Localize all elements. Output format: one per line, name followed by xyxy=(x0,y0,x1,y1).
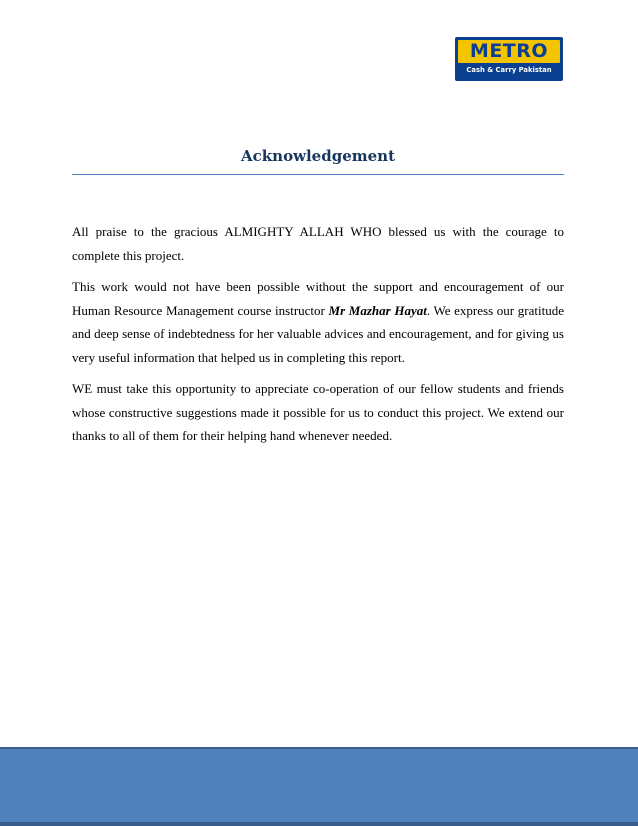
title-divider xyxy=(72,174,564,175)
paragraph-thanks xyxy=(72,377,564,448)
metro-logo-wordmark xyxy=(458,40,560,63)
metro-logo xyxy=(455,37,563,81)
paragraph-praise-text: All praise to the gracious ALMIGHTY ALLAH WHO blessed us with the courage to complete this project. xyxy=(72,224,564,263)
footer-band xyxy=(0,747,638,824)
paragraph-praise xyxy=(72,220,564,267)
metro-logo-tagline: Cash & Carry Pakistan xyxy=(466,66,552,74)
footer-line xyxy=(0,822,638,826)
metro-logo-text: METRO xyxy=(469,40,549,62)
paragraph-support xyxy=(72,275,564,369)
document-body xyxy=(72,220,564,456)
paragraph-support-text-end: . We express our gratitude and deep sense of indebtedness for her valuable advices and encouragement, and for giving us very useful information that helped us in completing this report. xyxy=(72,302,564,365)
paragraph-support-text-start: This work would not have been possible without the support and encouragement of our Human Resource Management course instructor xyxy=(72,279,564,318)
page-title: Acknowledgement xyxy=(241,147,395,165)
paragraph-thanks-text: WE must take this opportunity to appreciate co-operation of our fellow students and friends whose constructive suggestions made it possible for us to conduct this project. We extend our thanks to all of them for their helping hand whenever needed. xyxy=(72,381,564,443)
instructor-name: Mr Mazhar Hayat xyxy=(328,302,427,318)
